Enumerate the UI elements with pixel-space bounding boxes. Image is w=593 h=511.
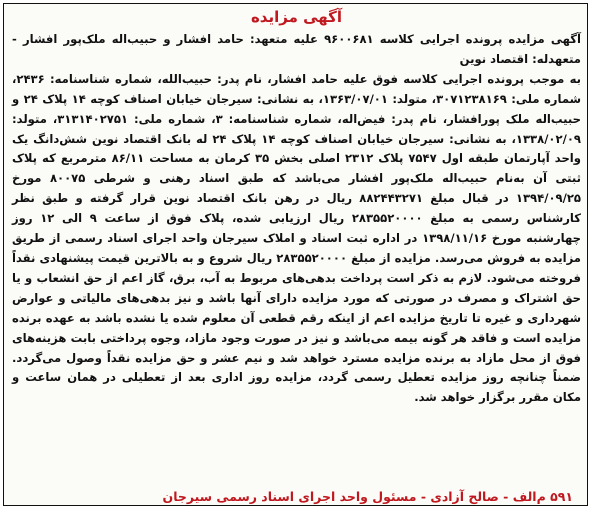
notice-intro: آگهی مزایده پرونده اجرایی کلاسه ۹۶۰۰۶۸۱ علیه متعهد: حامد افشار و حبیب‌اله ملک‌پور افشار - متعهدله: اقتصاد نوین <box>12 32 581 66</box>
notice-body <box>12 30 581 408</box>
notice-signature: ۵۹۱ م‌الف - صالح آزادی - مسئول واحد اجرای اسناد رسمی سیرجان <box>162 489 573 504</box>
notice-text: به موجب پرونده اجرایی کلاسه فوق علیه حامد افشار، نام پدر: حبیب‌الله، شماره شناسنامه: ۲۴۳۶، شماره ملی: ۳۰۷۱۲۳۸۱۶۹، متولد: ۱۳۶۳/۰۷/۰۱، به نشانی: سیرجان خیابان اصناف کوچه ۱۴ پلاک ۲۴ و حبیب‌اله ملک پورافشار، نام پدر: فیض‌اله، شماره شناسنامه: ۳، شماره ملی: ۳۱۳۱۴۰۲۷۵۱، متولد: ۱۳۳۸/۰۲/۰۹، به نشانی: سیرجان خیابان اصناف کوچه ۱۴ پلاک ۲۴ له بانک اقتصاد نوین شش‌دانگ یک واحد آپارتمان طبقه اول ۷۵۴۷ پلاک ۲۳۱۲ اصلی بخش ۳۵ کرمان به مساحت ۸۶/۱۱ مترمربع که پلاک ثبتی آن به‌نام حبیب‌اله ملک‌پور افشار می‌باشد که طبق اسناد رهنی و شرطی ۸۰۰۷۵ مورخ ۱۳۹۴/۰۹/۲۵ در قبال مبلغ ۸۸۲۴۴۳۲۷۱ ریال در رهن بانک اقتصاد نوین قرار گرفته و طبق نظر کارشناس رسمی به مبلغ ۲۸۳۵۵۲۰۰۰۰ ریال ارزیابی شده، پلاک فوق از ساعت ۹ الی ۱۲ روز چهارشنبه مورخ ۱۳۹۸/۱۱/۱۶ در اداره ثبت اسناد و املاک سیرجان واحد اجرای اسناد رسمی از طریق مزایده به فروش می‌رسد. مزایده از مبلغ ۲۸۳۵۵۲۰۰۰۰ ریال شروع و به بالاترین قیمت پیشنهادی نقداً فروخته می‌شود. لازم به ذکر است پرداخت بدهی‌های مربوط به آب، برق، گاز اعم از حق انشعاب و یا حق اشتراک و مصرف در صورتی که مورد مزایده دارای آنها باشد و نیز بدهی‌های مالیاتی و عوارض شهرداری و غیره تا تاریخ مزایده اعم از اینکه رقم قطعی آن معلوم شده یا نشده باشد به عهده برنده مزایده است و فاقد هر گونه بیمه می‌باشد و نیز در صورت وجود مازاد، وجوه پرداختی بابت هزینه‌های فوق از محل مازاد به برنده مزایده مسترد خواهد شد و نیم عشر و حق مزایده نقداً وصول می‌گردد. ضمناً چنانچه روز مزایده تعطیل رسمی گردد، مزایده روز اداری بعد از تعطیلی در همان ساعت و مکان مقرر برگزار خواهد شد. <box>12 71 582 405</box>
notice-title: آگهی مزایده <box>250 8 343 26</box>
